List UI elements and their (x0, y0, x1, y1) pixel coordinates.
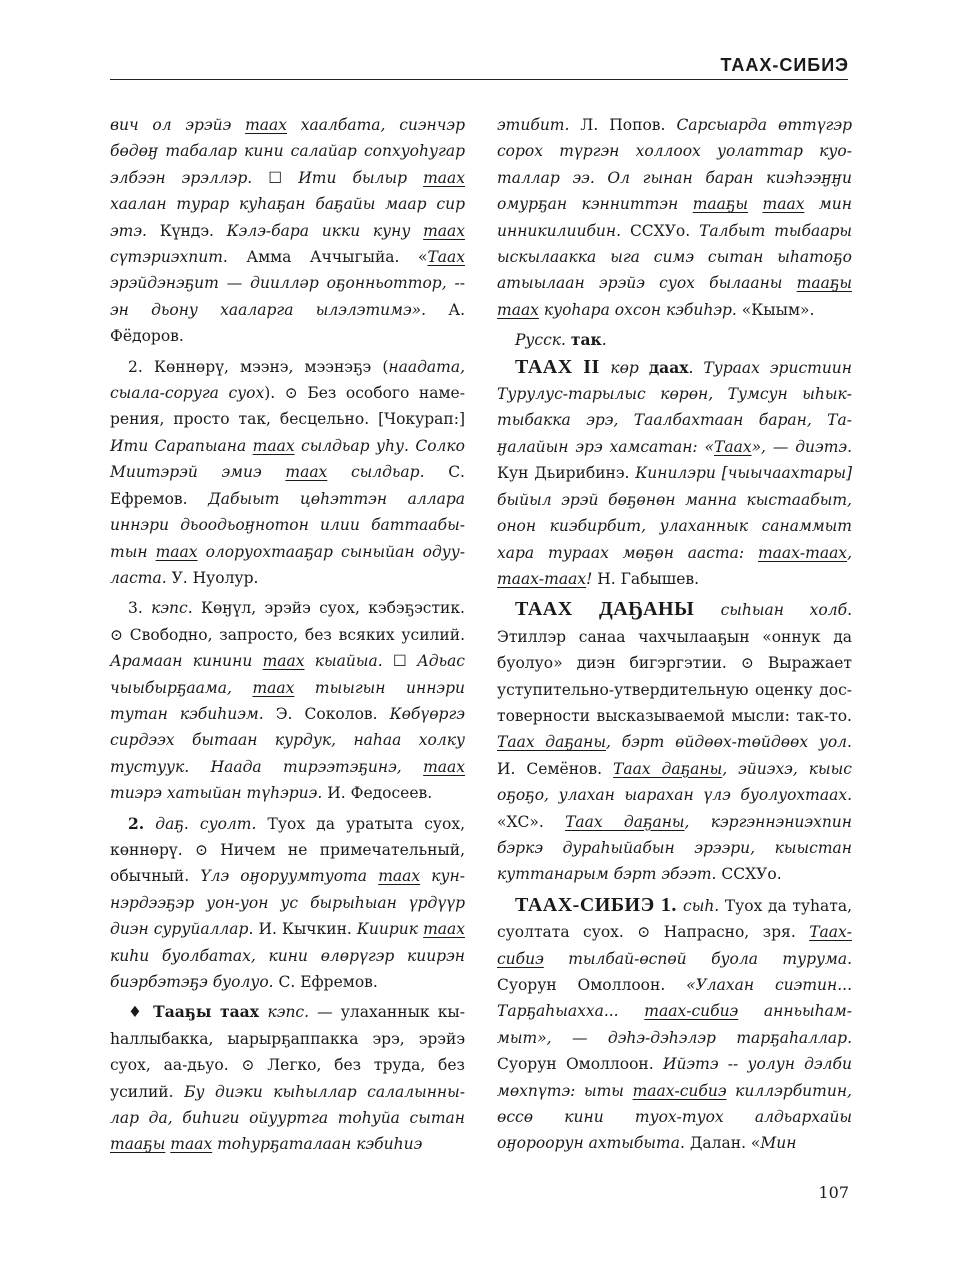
text-run: таах (245, 116, 288, 134)
text-run: тоһурҕаталаан кэбиһиэ (212, 1135, 423, 1154)
text-run: И. Федосеев. (322, 784, 433, 803)
text-run: «ХС». (497, 812, 566, 831)
text-run: — улаханнык кыһаллыбакка, ыарырҕаппакка эрэ, эрэйэ суох, аа-дьуо. ⊙ Легко, без труда, без усилий. (110, 1003, 465, 1101)
text-run: . (601, 331, 607, 350)
text-run: , (847, 543, 852, 562)
text-run: Тураах эристиин Турулус-тарылыс көрөн, Тумсун ыһыктыбакка эрэ, Таалбахтаан баран, Таӈалайын эрэ хамсатан: « (497, 358, 852, 456)
text-run: Кун Дьирибинэ. (497, 464, 636, 483)
text-run: ТААХ ДАҔАНЫ (515, 598, 721, 621)
text-run: ССХУо. (621, 221, 700, 240)
headword-entry (497, 596, 852, 887)
headword-entry (497, 354, 852, 593)
text-run: таах (762, 195, 805, 214)
text-run: хаалбата, сиэнчэр бөдөӈ табалар кини салайар сопхуоһугар элбээн эрэллэр. (110, 116, 465, 187)
text-run: Этиллэр санаа чахчылааҕын «оннук да буолуо» диэн бигэргэтии. ⊙ Выражает уступительно-утвердительную оценку достоверности высказываемой мысли: так-то. (497, 627, 852, 725)
text-run: ! (586, 569, 593, 588)
text-run: 2. (128, 813, 145, 833)
text-run: Ρусск. (515, 331, 566, 350)
text-run: Көбүөргэ сирдээх бытаан курдук, наһаа холку тустуук. Наада тирээтэҕинэ, (110, 704, 465, 776)
text-run: таах (285, 463, 328, 482)
text-run: Далан. « (684, 1134, 761, 1153)
text-run: таах (423, 757, 465, 776)
text-run: Кэлэ-бара икки куну (226, 221, 424, 240)
text-run: таах (423, 221, 465, 240)
text-run: таах-таах (497, 569, 587, 588)
text-run: ТААХ-СИБИЭ 1. (515, 893, 684, 916)
sense-paragraph (110, 811, 465, 996)
text-run: таах (378, 867, 421, 886)
text-run: ⊙ Без особого намерения, просто так, бесцельно. [Чокурап:] (110, 384, 465, 429)
text-run: Н. Габышев. (592, 569, 700, 588)
text-run: Э. Соколов. (263, 704, 390, 723)
text-run: даах (648, 357, 689, 377)
headword-entry (497, 892, 852, 1157)
text-run: тыыгын иннэри тутан кэбиһиэм. (110, 678, 465, 723)
text-run: А. Фёдоров. (110, 300, 465, 346)
sense-paragraph (110, 595, 465, 806)
text-run: тааҕы (796, 274, 852, 293)
text-run: Дабыыт цөһэттэн аллара иннэри дьоодьоӈнотон илии баттаабытын (110, 489, 465, 561)
text-run: Адьас чыыбырҕаама, (110, 652, 465, 697)
entry-paragraph (497, 112, 852, 323)
text-run: Таах (714, 437, 752, 456)
text-run: . (688, 358, 704, 377)
text-run: киллэрбитин, өссө кини туох-туох алдьархайы оӈороорун ахтыбыта. (497, 1081, 852, 1153)
entry-paragraph (110, 112, 465, 350)
text-run: ). (264, 384, 285, 403)
text-run: Таах даҕаны (565, 812, 685, 831)
text-run: «Улахан сиэтин... Тарҕаһыахха... (497, 976, 852, 1021)
text-run: эрэйдэнэҕит — диилләр оҕонньоттор, -- эн дьону хааларга ылэлэтимэ». (110, 274, 465, 319)
right-column (497, 112, 852, 1157)
text-run: , кэргэннэниэхпин бэркэ дураһыйабын эрээри, кыыстан куттанарым бэрт эбээт. (497, 812, 852, 884)
text-run: таах (423, 168, 465, 187)
text-run: ☐ (382, 652, 418, 671)
text-run: С. Ефремов. (273, 973, 378, 991)
text-run: Таах даҕаны (613, 759, 723, 778)
text-run: сыһыан холб. (720, 601, 853, 620)
text-run: Талбыт тыбаары ыскылаакка ыга симэ сытан ыһатоҕо атыылаан эрэйэ суох былааны (497, 221, 852, 293)
text-run: Таах (427, 248, 465, 267)
text-run: сылдьар. (327, 463, 425, 482)
text-run: Бу диэки кыһыллар салалыннылар да, биһиги ойууртга тоһуйа сытан (110, 1082, 465, 1128)
text-run: , бэрт өйдөөх-төйдөөх уол. (605, 733, 852, 752)
text-run: Күндэ. (159, 221, 227, 240)
text-run: Амма Аччыгыйа. « (227, 248, 428, 267)
text-run: куннэрдээҕэр уон-уон ус бырыһыан үрдүүр диэн суруйаллар. (110, 867, 465, 939)
text-run: ☐ (268, 168, 299, 187)
text-run: «Кыым». (736, 300, 815, 319)
text-run: этибит. (497, 116, 570, 134)
text-run: кыайыа. (304, 652, 383, 671)
text-run: таах (423, 920, 465, 939)
text-run: Суорун Омоллоон. (497, 1055, 663, 1074)
text-run: таах-сибиэ (632, 1081, 727, 1100)
text-run: таах (497, 300, 539, 319)
text-run: 2. Көннөрү, мээнэ, мээнэҕэ ( (128, 357, 389, 376)
text-run: У. Нуолур. (166, 568, 259, 587)
text-run: таах-таах (757, 543, 848, 562)
text-run: , эйиэхэ, кыыс оҕоҕо, улахан ыарахан үлэ буолуохтаах. (497, 759, 852, 805)
text-run: тиэрэ хатыйан түһэриэ. (110, 784, 323, 803)
text-run: кэпс. (267, 1003, 310, 1022)
text-run: олоруохтааҕар сыныйан одууласта. (110, 542, 465, 587)
text-run: И. Семёнов. (497, 759, 613, 778)
text-run: Сарсыарда өттүгэр сорох түргэн холлоох уолаттар куоталлар ээ. Ол гынан баран киэһээӈӈи омурҕан кэнниттэн (497, 116, 852, 214)
text-run: наадата, сыала-соруга суох (110, 357, 465, 403)
text-run: И. Кычкин. (253, 920, 357, 939)
russian-equivalent (497, 327, 852, 353)
text-run: С. Ефремов. (110, 463, 465, 508)
text-run: Суорун Омоллоон. (497, 976, 687, 994)
text-run: куоһара охсон кэбиһэр. (538, 300, 737, 319)
text-run: Киирик (356, 920, 424, 939)
text-run: анньыһаммыт», — дэһэ-дэһэлэр тарҕаһаллар. (497, 1002, 852, 1047)
text-run: Арамаан кинини (110, 652, 263, 671)
text-run: Мин (760, 1134, 797, 1153)
text-run: Ити былыр (298, 168, 424, 187)
text-run: даҕ. суолт. (144, 814, 257, 833)
left-column (110, 112, 465, 1158)
text-run: 3. (128, 599, 152, 618)
text-run: так (570, 330, 602, 350)
sense-paragraph (110, 354, 465, 592)
text-run: Ити Сарапыана (110, 436, 253, 455)
text-run: таах (252, 678, 295, 697)
running-head: ТААХ-СИБИЭ (720, 55, 849, 75)
text-run: киһи буолбатах, кини өлөрүгэр киирэн биэрбэтэҕэ буолуо. (110, 946, 465, 991)
text-run: тааҕы (110, 1135, 166, 1154)
text-run: хаалан турар куһаҕан баҕайы маар сир этэ. (110, 195, 465, 240)
text-run: кэпс. (151, 599, 193, 618)
text-run: көр (610, 358, 649, 377)
text-run: сыһ. (683, 896, 720, 915)
idiom-paragraph (110, 999, 465, 1157)
text-run: ТААХ II (515, 355, 611, 378)
header-rule (110, 79, 848, 80)
page-number: 107 (818, 1183, 849, 1202)
text-run: Туох да туһата, суолтата суох. ⊙ Напрасно, зря. (497, 896, 852, 942)
text-run: Үлэ оӈоруумтуота (200, 867, 379, 886)
text-run: Туох да уратыта суох, көннөрү. ⊙ Ничем не примечательный, обычный. (110, 814, 465, 886)
text-run: Көӈүл, эрэйэ суох, кэбэҕэстик. ⊙ Свободно, запросто, без всяких усилий. (110, 599, 465, 644)
text-run: тааҕы (692, 195, 749, 214)
text-run: мин инникилиибин. (497, 195, 852, 240)
text-run: таах-сибиэ (644, 1002, 739, 1021)
text-run: Таах даҕаны (497, 733, 606, 752)
text-run: таах (262, 652, 305, 671)
text-run: Кинилэри [чыычаахтары] быйыл эрэй бөҕөнөн манна кыстаабыт, онон киэбирбит, улаханнык санаммыт хара тураах мөҕөн ааста: (497, 464, 852, 562)
text-run: сылдьар уһу. Солко Миитэрэй эмиэ (110, 436, 466, 482)
text-run: таах (170, 1135, 213, 1154)
text-run: ССХУо. (716, 865, 782, 884)
text-run: Ийэтэ -- уолун дэлби мөхпүтэ: ыты (497, 1055, 852, 1100)
text-run: таах (155, 542, 198, 561)
text-run: », — диэтэ. (751, 437, 852, 456)
text-run: Таах-сибиэ (497, 923, 852, 968)
text-run: таах (252, 436, 295, 455)
text-run: Тааҕы таах (153, 1002, 268, 1022)
text-run: ♦ (128, 1003, 154, 1022)
text-run (748, 195, 763, 213)
text-run: тылбай-өспөй буола турума. (543, 949, 852, 968)
text-run: Л. Попов. (569, 116, 677, 134)
text-run: сүтэриэхпит. (110, 248, 228, 267)
text-run: вич ол эрэйэ (110, 116, 246, 134)
